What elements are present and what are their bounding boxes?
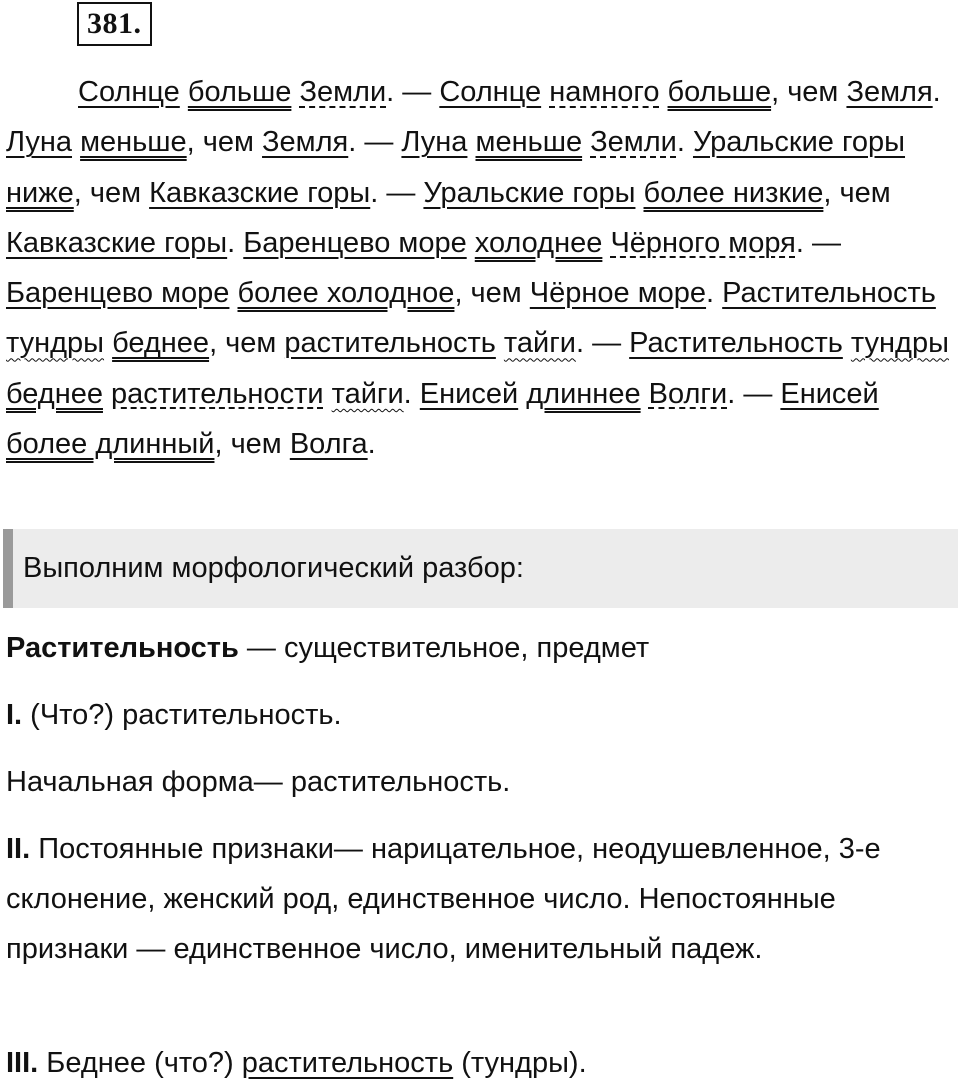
text-fragment xyxy=(582,126,590,158)
analysis-step-2 xyxy=(6,824,906,974)
predicate-word: более низкие xyxy=(643,176,824,209)
text-fragment xyxy=(659,76,667,108)
text-fragment: , чем xyxy=(186,126,263,159)
attribute-word: тайги xyxy=(331,377,404,410)
text-fragment: , чем xyxy=(823,176,891,209)
predicate-word: больше xyxy=(667,76,772,108)
attribute-word: тундры xyxy=(6,327,105,360)
text-fragment: . xyxy=(227,226,244,259)
text-fragment: . — xyxy=(386,76,440,108)
subject-word: Чёрное море xyxy=(529,277,707,310)
text-fragment: . xyxy=(706,277,723,310)
subject-word: Растительность xyxy=(722,277,936,310)
step-1-label: I. xyxy=(6,699,23,731)
subject-word: Енисей xyxy=(780,377,879,410)
text-fragment: . — xyxy=(795,226,841,259)
subject-word: Енисей xyxy=(419,377,519,410)
text-fragment: , чем xyxy=(771,76,847,108)
analysis-banner-text: Выполним морфологический разбор: xyxy=(23,552,524,584)
text-fragment: . xyxy=(367,428,376,461)
exercise-text xyxy=(6,67,958,469)
subject-word: Луна xyxy=(401,126,468,159)
text-fragment: , чем xyxy=(73,176,150,209)
subject-word: Волга xyxy=(289,428,368,461)
text-fragment xyxy=(103,378,111,410)
text-fragment: . — xyxy=(370,176,424,209)
subject-word: Кавказские горы xyxy=(6,226,228,259)
attribute-word: тайги xyxy=(503,327,576,360)
text-fragment xyxy=(324,378,332,410)
object-word: растительности xyxy=(111,377,324,410)
text-fragment: , чем xyxy=(209,327,285,360)
text-fragment xyxy=(843,327,851,359)
analysis-step-3 xyxy=(6,1038,587,1088)
predicate-word: беднее xyxy=(112,327,210,360)
step-3-text-after: (тундры). xyxy=(453,1047,587,1079)
text-fragment: , чем xyxy=(454,277,530,310)
text-fragment: . xyxy=(676,126,693,159)
subject-word: Уральские горы xyxy=(423,176,636,209)
attribute-word: тундры xyxy=(850,327,949,360)
initial-form: Начальная форма— растительность. xyxy=(6,766,511,798)
analysis-word: Растительность xyxy=(6,632,239,664)
text-fragment: . — xyxy=(727,377,781,410)
object-word: Земли xyxy=(590,126,677,159)
text-fragment xyxy=(496,327,504,359)
predicate-word: беднее xyxy=(6,377,103,410)
step-2-text: Постоянные признаки— нарицательное, неодушевленное, 3-е склонение, женский род, единственное число. Непостоянные признаки — единственное число, именительный падеж. xyxy=(6,833,881,965)
text-fragment: . xyxy=(932,76,941,108)
text-fragment: . — xyxy=(575,327,630,360)
text-fragment xyxy=(541,76,549,108)
subject-word: Солнце xyxy=(439,76,542,108)
text-fragment xyxy=(72,126,80,158)
step-2-label: II. xyxy=(6,833,31,865)
text-fragment xyxy=(104,327,112,359)
predicate-word: меньше xyxy=(80,126,187,159)
text-fragment xyxy=(180,76,188,108)
subject-word: Уральские горы xyxy=(692,126,906,159)
object-word: Земли xyxy=(299,76,387,108)
subject-word: Баренцево море xyxy=(6,277,230,310)
exercise-number xyxy=(77,2,152,46)
object-word: Волги xyxy=(648,377,728,410)
analysis-heading xyxy=(6,623,649,673)
subject-word: Кавказские горы xyxy=(149,176,371,209)
object-word: Чёрного моря xyxy=(610,226,796,259)
subject-word: Земля xyxy=(846,76,933,108)
exercise-number-dot: . xyxy=(133,7,142,40)
text-fragment xyxy=(229,277,237,309)
predicate-word: больше xyxy=(187,76,292,108)
subject-word: Луна xyxy=(6,126,73,159)
text-fragment: . — xyxy=(348,126,402,159)
predicate-word: более длинный xyxy=(6,428,215,461)
step-3-text-before: Беднее (что?) xyxy=(38,1047,242,1079)
analysis-step-1 xyxy=(6,690,342,740)
text-fragment: . xyxy=(403,377,420,410)
object-word: намного xyxy=(549,76,660,108)
text-fragment xyxy=(635,177,643,209)
step-3-label: III. xyxy=(6,1047,39,1079)
text-fragment xyxy=(641,378,649,410)
analysis-word-description: — существительное, предмет xyxy=(238,632,650,664)
text-fragment xyxy=(467,126,475,158)
exercise-number-value: 381 xyxy=(87,7,134,40)
step-3-underlined-word: растительность xyxy=(241,1047,454,1079)
subject-word: Баренцево море xyxy=(243,226,467,259)
predicate-word: холоднее xyxy=(474,226,603,259)
text-fragment: , чем xyxy=(214,428,290,461)
predicate-word: более холодное xyxy=(237,277,455,310)
predicate-word: меньше xyxy=(475,126,583,159)
subject-word: Растительность xyxy=(629,327,843,360)
subject-word: Солнце xyxy=(78,76,180,108)
predicate-word: длиннее xyxy=(526,377,641,410)
predicate-word: ниже xyxy=(6,176,74,209)
subject-word: растительность xyxy=(284,327,496,360)
analysis-banner xyxy=(3,529,958,608)
text-fragment xyxy=(467,227,475,259)
subject-word: Земля xyxy=(262,126,349,159)
step-1-text: (Что?) растительность. xyxy=(22,699,342,731)
